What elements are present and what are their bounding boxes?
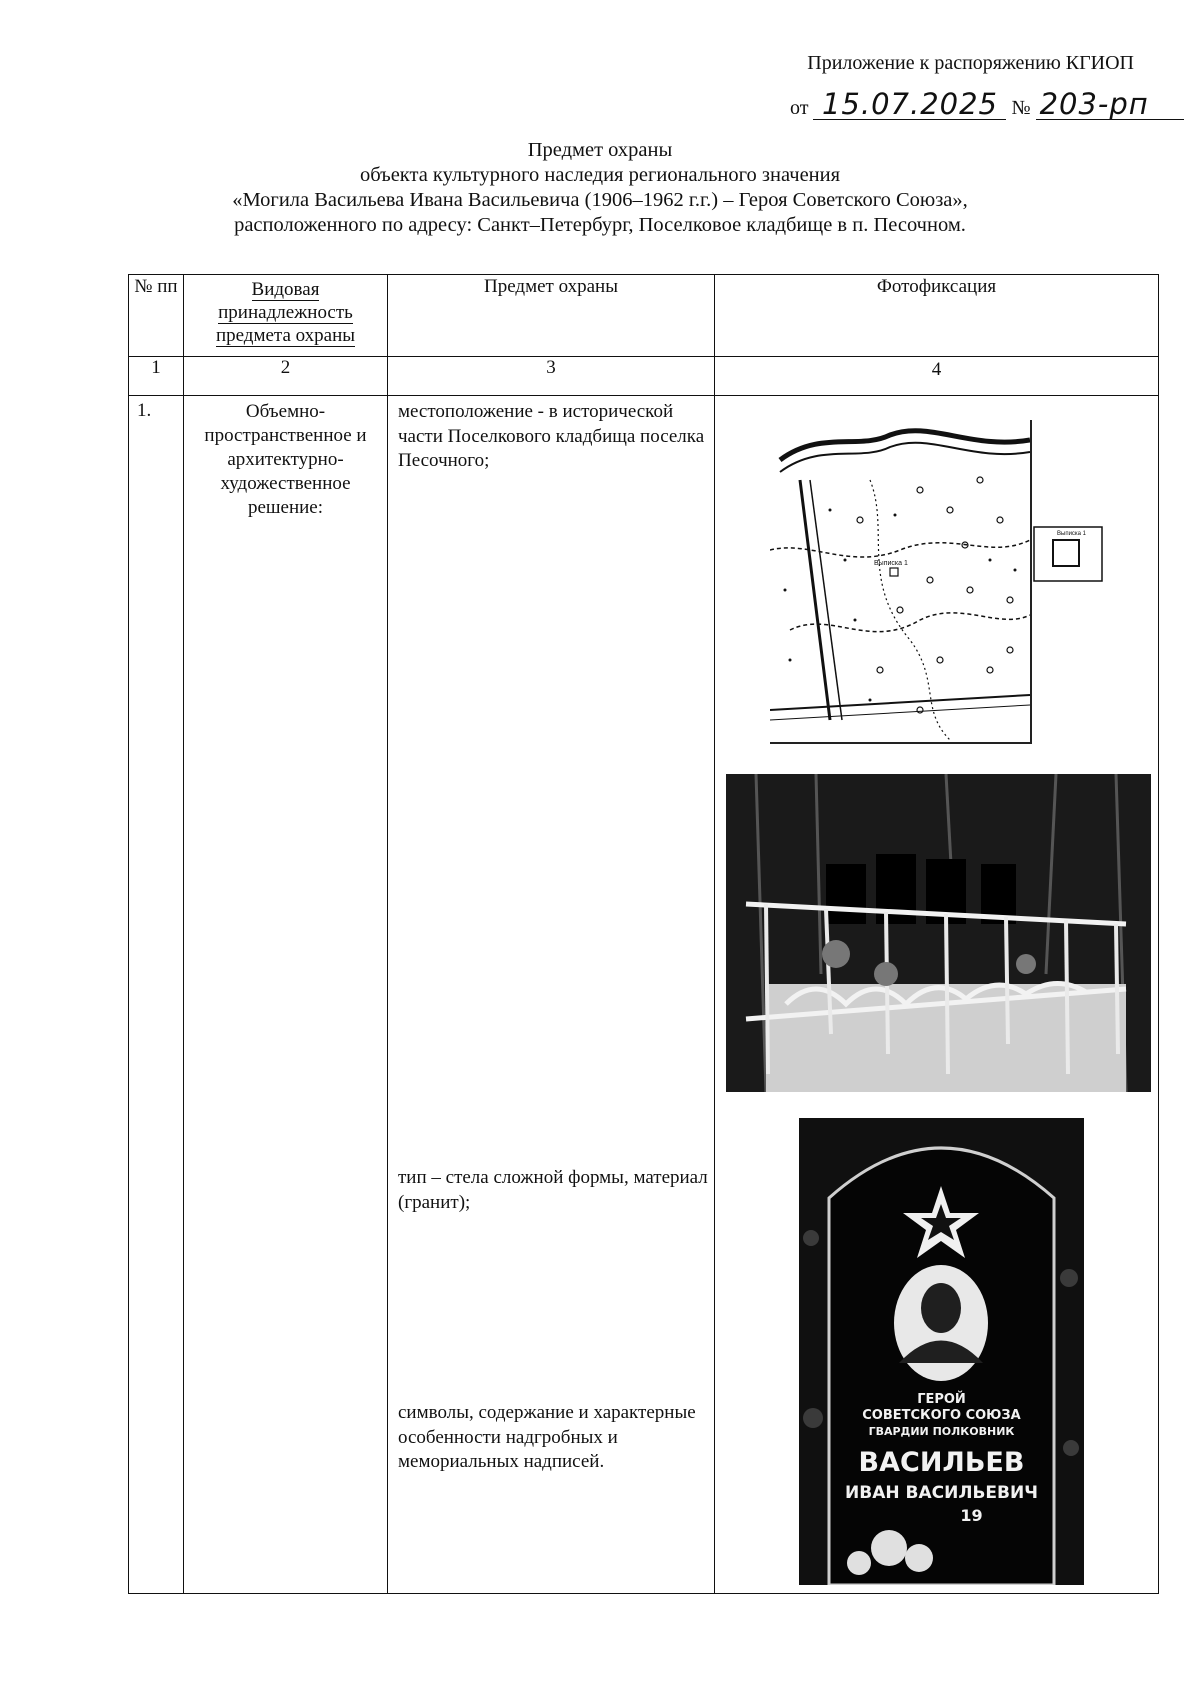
document-title bbox=[0, 138, 1200, 238]
row-subject bbox=[388, 396, 715, 1594]
column-number-4: 4 bbox=[715, 357, 1159, 396]
table-row bbox=[129, 396, 1159, 1594]
column-number-1: 1 bbox=[129, 357, 184, 396]
stele-rank: ГВАРДИИ ПОЛКОВНИК bbox=[868, 1425, 1015, 1438]
inset-label: Выписка 1 bbox=[1057, 531, 1087, 537]
column-number-3: 3 bbox=[388, 357, 715, 396]
column-number-row bbox=[129, 357, 1159, 396]
handwritten-order-number: 203-рп bbox=[1036, 90, 1184, 120]
from-label: от bbox=[790, 97, 809, 119]
table-header-row bbox=[129, 275, 1159, 357]
stele-union: СОВЕТСКОГО СОЮЗА bbox=[862, 1408, 1021, 1423]
stele-photo bbox=[799, 1118, 1084, 1585]
title-line-1: Предмет охраны bbox=[527, 139, 673, 161]
situation-map bbox=[770, 420, 1032, 744]
row-photos bbox=[715, 396, 1159, 1594]
header-kind: Видовая принадлежность предмета охраны bbox=[184, 275, 388, 357]
stele-title: ГЕРОЙ bbox=[917, 1392, 966, 1407]
row-number: 1. bbox=[129, 396, 184, 1594]
protection-subject-table bbox=[128, 274, 1159, 1594]
grave-photo bbox=[726, 774, 1151, 1092]
number-label: № bbox=[1011, 97, 1031, 119]
appendix-heading: Приложение к распоряжению КГИОП bbox=[807, 52, 1134, 74]
map-inset bbox=[1033, 526, 1103, 582]
map-label: Выписка 1 bbox=[874, 560, 908, 567]
title-line-2: объекта культурного наследия регионального значения bbox=[359, 164, 841, 186]
order-reference bbox=[790, 87, 1184, 121]
column-number-2: 2 bbox=[184, 357, 388, 396]
header-number: № пп bbox=[129, 275, 184, 357]
stele-name: ИВАН ВАСИЛЬЕВИЧ bbox=[845, 1483, 1038, 1503]
handwritten-date: 15.07.2025 bbox=[813, 90, 1006, 120]
title-line-3: «Могила Васильева Ивана Васильевича (1906–1962 г.г.) – Героя Советского Союза», bbox=[232, 189, 968, 211]
stele-year: 19 bbox=[960, 1506, 983, 1525]
header-subject: Предмет охраны bbox=[388, 275, 715, 357]
header-photo: Фотофиксация bbox=[715, 275, 1159, 357]
stele-surname: ВАСИЛЬЕВ bbox=[858, 1447, 1025, 1478]
subject-location: местоположение - в исторической части Поселкового кладбища поселка Песочного; bbox=[398, 401, 705, 471]
title-line-4: расположенного по адресу: Санкт–Петербург, Поселковое кладбище в п. Песочном. bbox=[234, 214, 966, 236]
row-kind: Объемно-пространственное и архитектурно-художественное решение: bbox=[184, 396, 388, 1594]
subject-type: тип – стела сложной формы, материал (гранит); bbox=[398, 1167, 708, 1213]
subject-symbols: символы, содержание и характерные особенности надгробных и мемориальных надписей. bbox=[398, 1402, 696, 1472]
